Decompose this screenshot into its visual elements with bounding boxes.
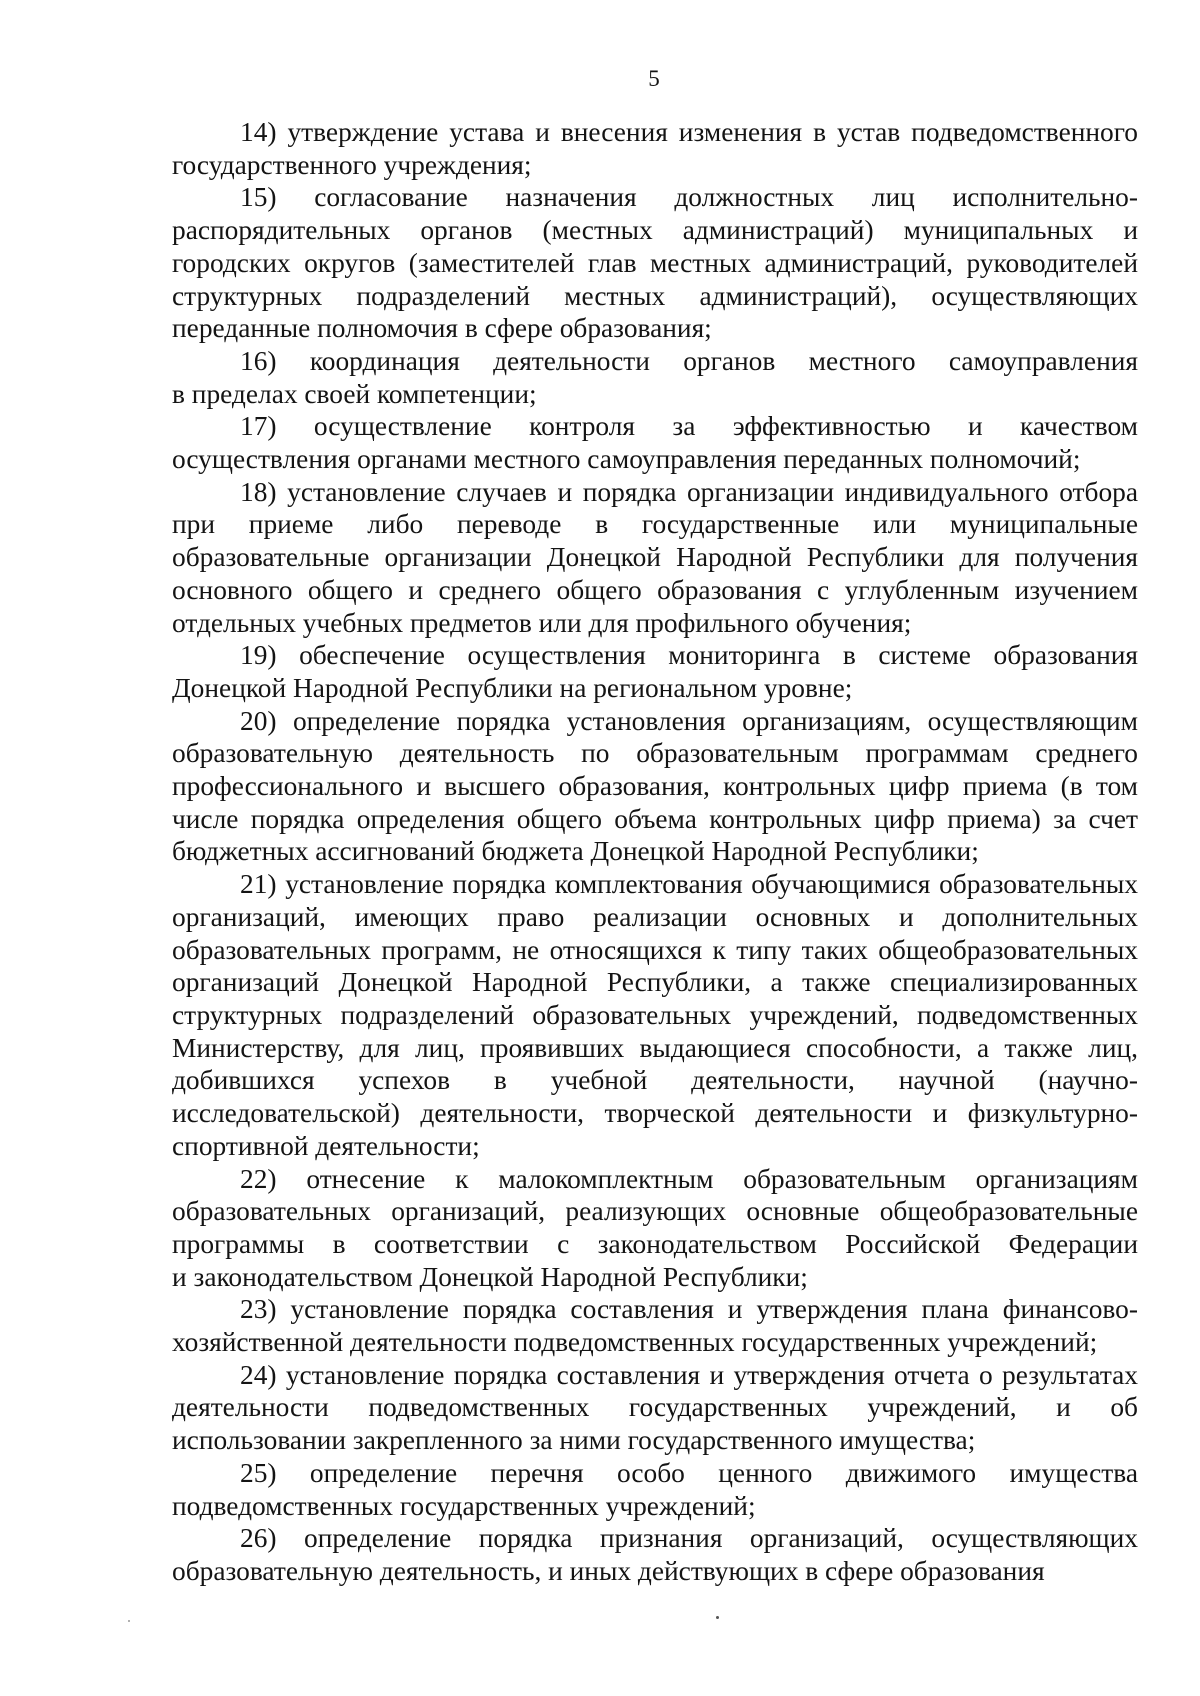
list-item: 24) установление порядка составления и утверждения отчета о результатах деятельности подведомственных государственных учреждений, и об использовании закрепленного за ними государственного имущества; — [172, 1359, 1138, 1456]
scan-speck — [128, 1620, 130, 1622]
page-number: 5 — [648, 66, 660, 91]
list-item: 15) согласование назначения должностных лиц исполнительно-распорядительных органов (местных администраций) муниципальных и городских округов (заместителей глав местных администраций, руководителей структурных подразделений местных администраций), осуществляющих переданные полномочия в сфере образования; — [172, 182, 1138, 344]
list-item: 16) координация деятельности органов местного самоуправления в пределах своей компетенции; — [172, 345, 1138, 409]
list-item: 21) установление порядка комплектования обучающимися образовательных организаций, имеющих право реализации основных и дополнительных образовательных программ, не относящихся к типу таких общеобразовательных организаций Донецкой Народной Республики, а также специализированных структурных подразделений образовательных учреждений, подведомственных Министерству, для лиц, проявивших выдающиеся способности, а также лиц, добившихся успехов в учебной деятельности, научной (научно-исследовательской) деятельности, творческой деятельности и физкультурно-спортивной деятельности; — [172, 869, 1138, 1161]
list-item: 18) установление случаев и порядка организации индивидуального отбора при приеме либо переводе в государственные или муниципальные образовательные организации Донецкой Народной Республики для получения основного общего и среднего общего образования с углубленным изучением отдельных учебных предметов или для профильного обучения; — [172, 476, 1138, 638]
list-item: 20) определение порядка установления организациям, осуществляющим образовательную деятельность по образовательным программам среднего профессионального и высшего образования, контрольных цифр приема (в том числе порядка определения общего объема контрольных цифр приема) за счет бюджетных ассигнований бюджета Донецкой Народной Республики; — [172, 705, 1138, 867]
list-item: 22) отнесение к малокомплектным образовательным организациям образовательных организаций, реализующих основные общеобразовательные программы в соответствии с законодательством Российской Федерации и законодательством Донецкой Народной Республики; — [172, 1163, 1138, 1292]
list-item: 19) обеспечение осуществления мониторинга в системе образования Донецкой Народной Республики на региональном уровне; — [172, 640, 1138, 703]
list-item: 23) установление порядка составления и утверждения плана финансово-хозяйственной деятельности подведомственных государственных учреждений; — [172, 1294, 1138, 1358]
list-item: 25) определение перечня особо ценного движимого имущества подведомственных государственных учреждений; — [172, 1457, 1138, 1521]
list-item: 26) определение порядка признания организаций, осуществляющих образовательную деятельность, и иных действующих в сфере образования — [172, 1523, 1138, 1586]
scan-speck — [716, 1616, 719, 1619]
list-item: 17) осуществление контроля за эффективностью и качеством осуществления органами местного самоуправления переданных полномочий; — [172, 411, 1138, 475]
list-item: 14) утверждение устава и внесения изменения в устав подведомственного государственного учреждения; — [172, 117, 1138, 180]
document-body — [172, 116, 1138, 1588]
